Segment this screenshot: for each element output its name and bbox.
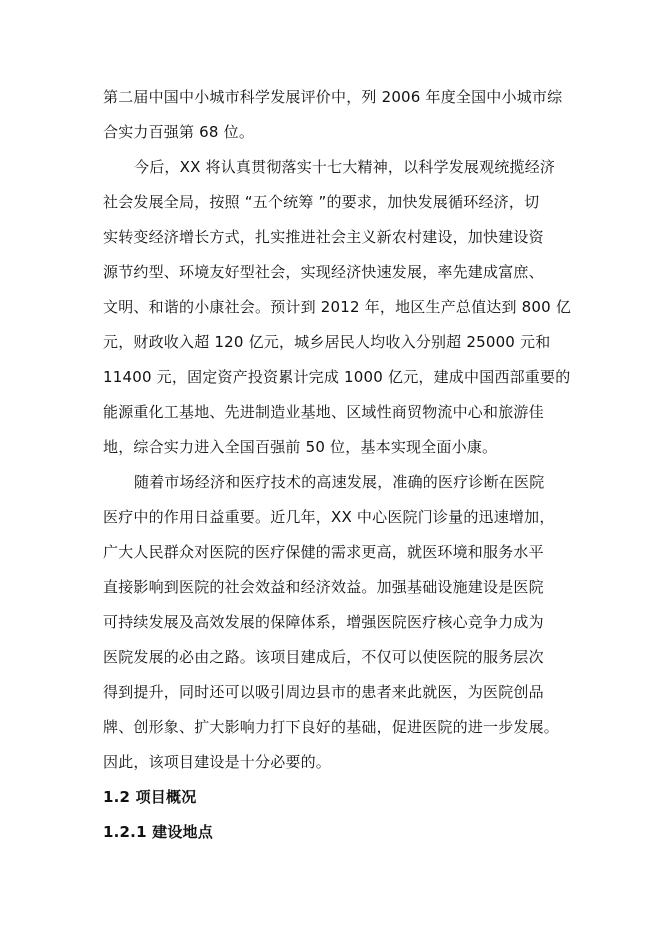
paragraph-line: 地，综合实力进入全国百强前 50 位，基本实现全面小康。 (103, 438, 498, 456)
paragraph-line: 医疗中的作用日益重要。近几年，XX 中心医院门诊量的迅速增加， (103, 508, 555, 526)
paragraph-line: 社会发展全局，按照 “五个统筹 ”的要求，加快发展循环经济，切 (103, 193, 540, 211)
paragraph-line: 得到提升，同时还可以吸引周边县市的患者来此就医，为医院创品 (103, 683, 544, 701)
paragraph-line: 牌、创形象、扩大影响力打下良好的基础，促进医院的进一步发展。 (103, 718, 560, 736)
paragraph-line: 直接影响到医院的社会效益和经济效益。加强基础设施建设是医院 (103, 578, 544, 596)
paragraph-line: 合实力百强第 68 位。 (103, 123, 255, 141)
section-heading-1-2-1: 1.2.1 建设地点 (103, 823, 213, 841)
paragraph-line: 医院发展的必由之路。该项目建成后，不仅可以使医院的服务层次 (103, 648, 544, 666)
paragraph-line: 源节约型、环境友好型社会，实现经济快速发展，率先建成富庶、 (103, 263, 544, 281)
paragraph-line: 今后，XX 将认真贯彻落实十七大精神，以科学发展观统揽经济 (134, 158, 556, 176)
paragraph-line: 随着市场经济和医疗技术的高速发展，准确的医疗诊断在医院 (134, 473, 545, 491)
paragraph-line: 实转变经济增长方式，扎实推进社会主义新农村建设，加快建设资 (103, 228, 544, 246)
paragraph-line: 11400 元，固定资产投资累计完成 1000 亿元，建成中国西部重要的 (103, 368, 571, 386)
paragraph-line: 能源重化工基地、先进制造业基地、区域性商贸物流中心和旅游佳 (103, 403, 544, 421)
section-heading-1-2: 1.2 项目概况 (103, 788, 197, 806)
paragraph-line: 文明、和谐的小康社会。预计到 2012 年，地区生产总值达到 800 亿 (103, 298, 572, 316)
paragraph-line: 元，财政收入超 120 亿元，城乡居民人均收入分别超 25000 元和 (103, 333, 551, 351)
paragraph-line: 广大人民群众对医院的医疗保健的需求更高，就医环境和服务水平 (103, 543, 544, 561)
paragraph-line: 可持续发展及高效发展的保障体系，增强医院医疗核心竞争力成为 (103, 613, 544, 631)
paragraph-line: 第二届中国中小城市科学发展评价中，列 2006 年度全国中小城市综 (103, 88, 563, 106)
paragraph-line: 因此，该项目建设是十分必要的。 (103, 753, 332, 771)
